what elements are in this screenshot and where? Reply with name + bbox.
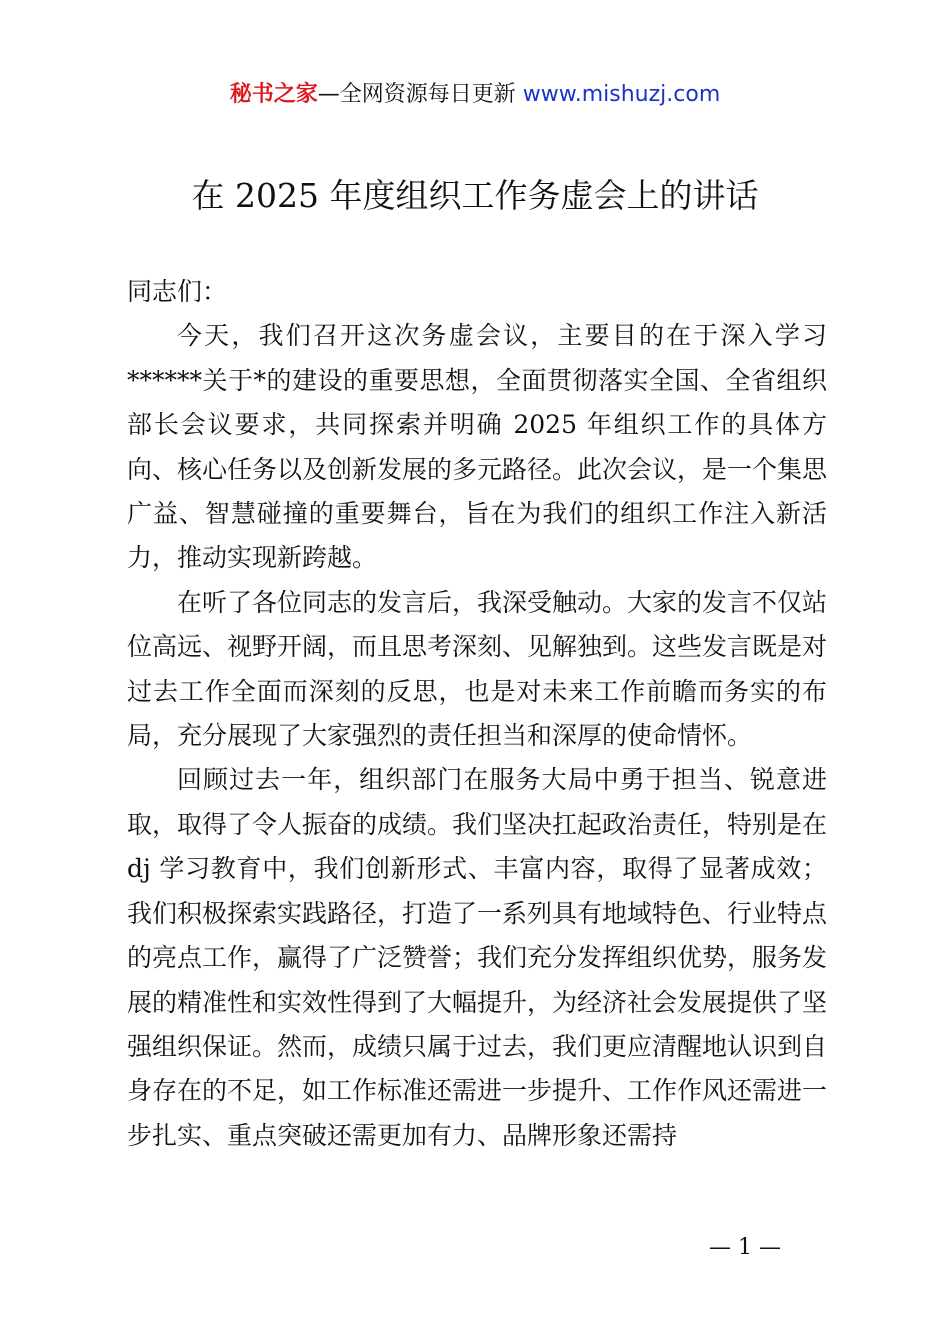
site-header (0, 78, 950, 112)
site-slogan: —全网资源每日更新 (317, 82, 516, 107)
page-number: — 1 — (709, 1235, 781, 1260)
document-body (127, 270, 827, 1158)
paragraph: 在听了各位同志的发言后，我深受触动。大家的发言不仅站位高远、视野开阔，而且思考深刻、见解独到。这些发言既是对过去工作全面而深刻的反思，也是对未来工作前瞻而务实的布局，充分展现了大家强烈的责任担当和深厚的使命情怀。 (127, 587, 828, 751)
site-url-link[interactable]: www.mishuzj.com (522, 82, 721, 107)
document-title: 在 2025 年度组织工作务虚会上的讲话 (191, 176, 759, 215)
paragraph: 回顾过去一年，组织部门在服务大局中勇于担当、锐意进取，取得了令人振奋的成绩。我们坚决扛起政治责任，特别是在 dj 学习教育中，我们创新形式、丰富内容，取得了显著成效；我们积极探索实践路径，打造了一系列具有地域特色、行业特点的亮点工作，赢得了广泛赞誉；我们充分发挥组织优势，服务发展的精准性和实效性得到了大幅提升，为经济社会发展提供了坚强组织保证。然而，成绩只属于过去，我们更应清醒地认识到自身存在的不足，如工作标准还需进一步提升、工作作风还需进一步扎实、重点突破还需更加有力、品牌形象还需持 (127, 765, 828, 1150)
site-brand: 秘书之家 (229, 82, 318, 107)
paragraph: 今天，我们召开这次务虚会议，主要目的在于深入学习******关于*的建设的重要思想，全面贯彻落实全国、全省组织部长会议要求，共同探索并明确 2025 年组织工作的具体方向、核心任务以及创新发展的多元路径。此次会议，是一个集思广益、智慧碰撞的重要舞台，旨在为我们的组织工作注入新活力，推动实现新跨越。 (127, 321, 828, 573)
salutation: 同志们： (127, 277, 228, 306)
